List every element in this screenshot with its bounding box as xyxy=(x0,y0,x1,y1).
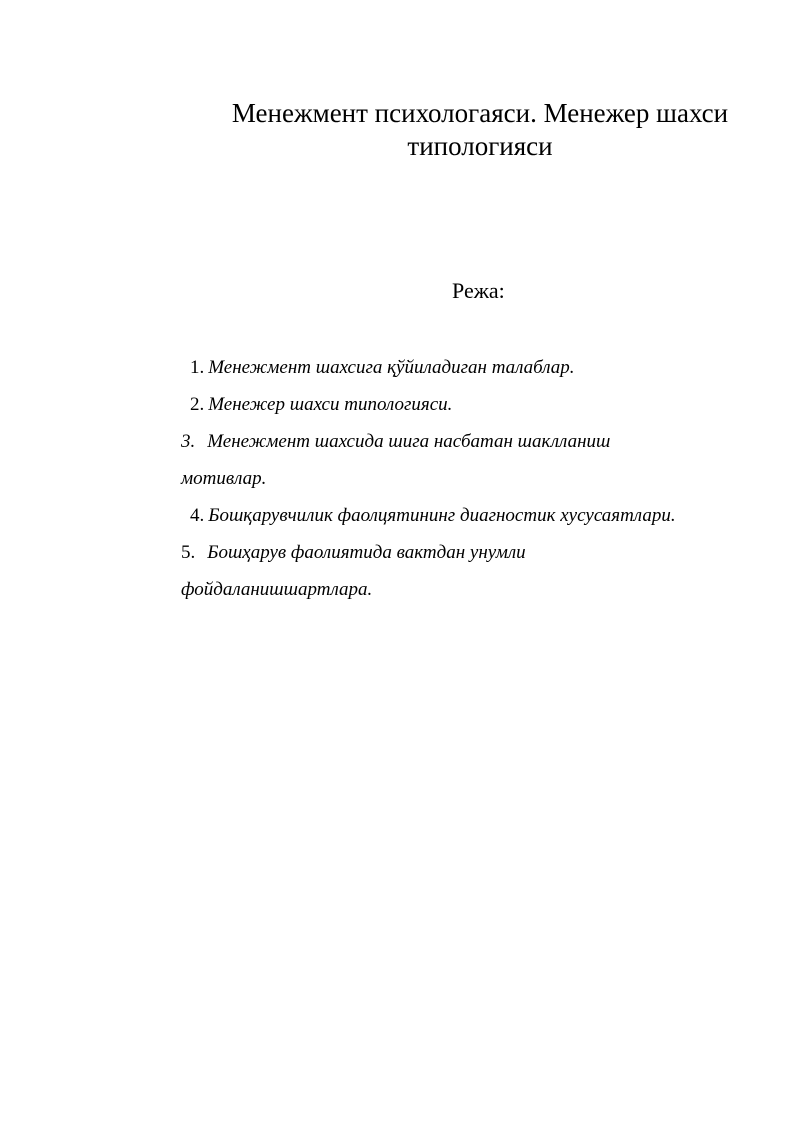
plan-heading: Режа: xyxy=(452,278,505,303)
list-item xyxy=(181,534,781,571)
list-item-number: 3. xyxy=(181,431,196,452)
document-title xyxy=(160,97,800,163)
list-item xyxy=(181,349,781,386)
list-item-text: Менежмент шахсида шига насбатан шаклланиш xyxy=(207,431,611,452)
title-line-2: типологияси xyxy=(407,131,553,161)
list-item-text: Менежер шахси типологияси. xyxy=(208,394,453,415)
list-item-continuation xyxy=(181,571,781,608)
list-item-number: 4. xyxy=(190,505,205,526)
list-item-text: Бошҳарув фаолиятида вактдан унумли xyxy=(207,542,526,563)
list-item xyxy=(181,497,781,534)
list-item-number: 5. xyxy=(181,542,196,563)
list-item-text: Бошқарувчилик фаолцятининг диагностик хусусаятлари. xyxy=(208,505,676,526)
list-item-text: фойдаланишшартлара. xyxy=(181,579,373,600)
list-item xyxy=(181,386,781,423)
list-item-text: мотивлар. xyxy=(181,468,267,489)
list-item xyxy=(181,423,781,460)
list-item-text: Менежмент шахсига қўйиладиган талаблар. xyxy=(208,357,575,378)
plan-list xyxy=(181,349,781,608)
list-item-number: 1. xyxy=(190,357,205,378)
list-item-number: 2. xyxy=(190,394,205,415)
title-line-1: Менежмент психологаяси. Менежер шахси xyxy=(231,98,729,128)
list-item-continuation xyxy=(181,460,781,497)
